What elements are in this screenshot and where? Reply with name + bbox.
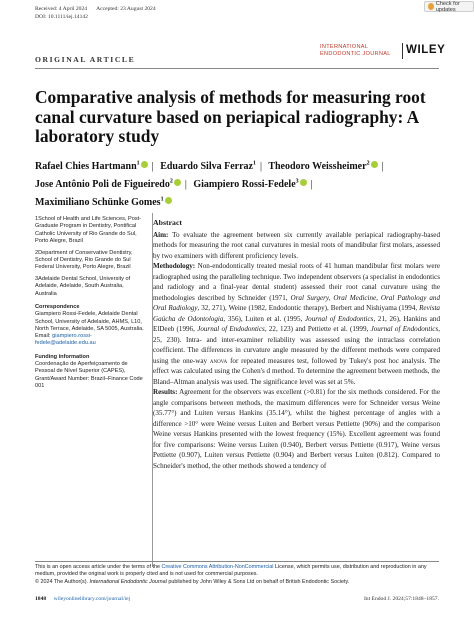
affiliation: 3Adelaide Dental School, University of Adelaide, Adelaide, South Australia, Australia <box>35 276 131 297</box>
license-link[interactable]: Creative Commons Attribution-NonCommercial <box>161 564 274 570</box>
journal-logo <box>318 42 446 62</box>
footer-rule <box>35 561 439 562</box>
header-rule <box>35 68 439 69</box>
citation: Int Endod J. 2024;57:1848–1857. <box>363 596 439 602</box>
affiliation: 2Department of Conservative Dentistry, School of Dentistry, Rio Grande do Sul Federal University, Porto Alegre, Brazil <box>35 249 133 271</box>
abstract <box>153 218 440 471</box>
funding-text: Coordenação de Aperfeiçoamento de Pessoal de Nível Superior (CAPES), Grant/Award Number: Brazil–Finance Code 001 <box>35 361 143 389</box>
correspondence-heading: Correspondence <box>35 303 80 310</box>
abstract-aim: Aim: To evaluate the agreement between six currently available periapical radiography-based methods for measuring the root canal curvatures in mesial roots of mandibular first molars, assessed by two examiners with different proficiency levels. <box>153 230 441 260</box>
correspondence-email-link[interactable]: giampiero.rossi-fedele@adelaide.edu.au <box>35 333 96 347</box>
license-footer <box>35 564 439 586</box>
article-title: Comparative analysis of methods for measuring root canal curvature based on periapical radiography: A laboratory study <box>35 87 426 146</box>
page-number: 1848 <box>35 596 47 602</box>
journal-name-line1: INTERNATIONAL <box>320 44 369 50</box>
page-footer-left <box>35 596 130 602</box>
orcid-icon[interactable] <box>165 197 172 204</box>
article-info-column <box>35 216 145 395</box>
article-type: ORIGINAL ARTICLE <box>35 55 136 64</box>
email-label: Email: <box>35 333 51 340</box>
author-name[interactable]: Giampiero Rossi-Fedele$^3$ <box>193 179 306 190</box>
funding-heading: Funding information <box>35 353 90 360</box>
author-name[interactable]: Theodoro Weissheimer$^2$ <box>268 161 377 172</box>
copyright-text: © 2024 The Author(s). International Endodontic Journal published by John Wiley & Sons Ltd on behalf of British Endodontic Society. <box>35 578 350 585</box>
author-list: Rafael Chies Hartmann$^1$ | Eduardo Silva Ferraz$^1$ | Theodoro Weissheimer$^2$ | Jose Antônio Poli de Figueiredo$^2$ | Giampiero Rossi-Fedele$^3$ | Maximiliano Schünke Gomes$^1$ <box>35 161 384 209</box>
check-updates-icon <box>428 3 434 10</box>
abstract-heading: Abstract <box>153 218 183 227</box>
check-updates-label: Check for updates <box>435 0 460 13</box>
author-name[interactable]: Jose Antônio Poli de Figueiredo$^2$ <box>35 179 181 190</box>
check-for-updates-button[interactable] <box>424 1 474 12</box>
license-text: This is an open access article under the terms of the Creative Commons Attribution-NonCommercial License, which permits use, distribution and reproduction in any medium, provided the original work is properly cited and is not used for commercial purposes. <box>35 564 427 578</box>
received-date: Received: 4 April 2024 <box>35 6 88 12</box>
correspondence-text: Giampiero Rossi-Fedele, Adelaide Dental School, University of Adelaide, AHMS, L10, North Terrace, Adelaide, SA 5005, Australia. <box>35 311 144 332</box>
orcid-icon[interactable] <box>371 161 378 168</box>
publisher-logo: WILEY <box>406 44 446 56</box>
orcid-icon[interactable] <box>174 179 181 186</box>
abstract-methodology: Methodology: Non-endodontically treated mesial roots of 41 human mandibular first molars were radiographed using the paralleling technique. Two independent observers (a specialist in endodontics and radiology and a final-year dental student) assessed their root canal curvature using the methodologies described by Schneider (1971, Oral Surgery, Oral Medicine, Oral Pathology and Oral Radiology, 32, 271), Weine (1982, Endodontic therapy), Berbert and Nishiyama (1994, Revista Gaúcha de Odontologia, 356), Luiten et al. (1995, Journal of Endodontics, 21, 26), Hankins and ElDeeb (1996, Journal of Endodontics, 22, 123) and Pettiette et al. (1999, Journal of Endodontics, 25, 230). Intra- and inter-examiner reliability was assessed using the intraclass correlation coefficient. The differences in curvature angle measured by the different methods were compared using the one-way anova for repeated measures test, followed by Tukey's post hoc analysis. The effect was calculated using the Cohen's d method. To determine the agreement between methods, the Bland–Altman analysis was used. The significance level was set at 5%. <box>153 262 441 386</box>
author-name[interactable]: Maximiliano Schünke Gomes$^1$ <box>35 197 172 208</box>
author-name[interactable]: Eduardo Silva Ferraz$^1$ <box>160 161 256 173</box>
journal-url-link[interactable]: wileyonlinelibrary.com/journal/iej <box>53 596 131 602</box>
orcid-icon[interactable] <box>141 161 148 168</box>
doi[interactable]: DOI: 10.1111/iej.14142 <box>35 14 88 20</box>
orcid-icon[interactable] <box>300 179 307 186</box>
author-name[interactable]: Rafael Chies Hartmann$^1$ <box>35 161 148 172</box>
logo-divider <box>402 43 403 59</box>
accepted-date: Accepted: 23 August 2024 <box>96 6 156 12</box>
affiliation: 1School of Health and Life Sciences, Post-Graduate Program in Dentistry, Pontifical Catholic University of Rio Grande do Sul, Porto Alegre, Brazil <box>35 216 142 244</box>
journal-name-line2: ENDODONTIC JOURNAL <box>320 50 391 57</box>
article-history <box>35 5 164 21</box>
abstract-results: Results: Agreement for the observers was excellent (>0.81) for the six methods considered. For the angle comparisons between methods, the maximum differences were for Schneider versus Weine (35.77°) and Luiten versus Hankins (35.14°), whilst the highest percentage of angles with a difference >10° were Weine versus Luiten and Berbert versus Pettiette (90%) and the comparison Weine versus Hankins presented with the lowest frequency (15%). Excellent agreement was found for five comparisons: Weine versus Luiten (0.940), Berbert versus Pettiette (0.917), Weine versus Pettiette (0.907), Luiten versus Pettiette (0.904) and Berbert versus Luiten (0.812). Compared to Schneider's method, the other methods showed a tendency of <box>153 388 440 470</box>
